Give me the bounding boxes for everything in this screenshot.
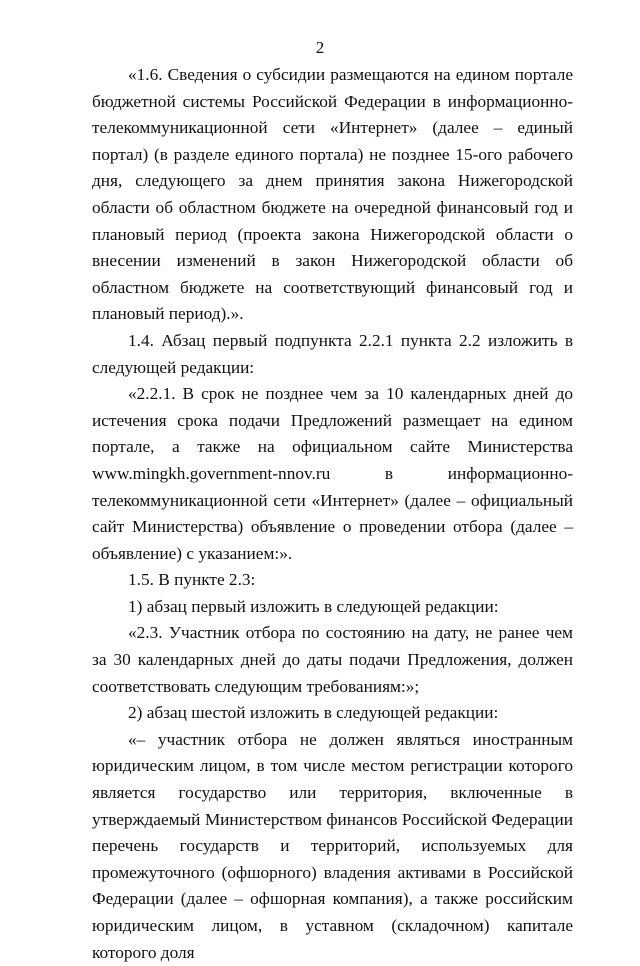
paragraph-1-5: 1.5. В пункте 2.3: — [128, 570, 256, 590]
paragraph-offshore-requirement: «– участник отбора не должен являться иностранным юридическим лицом, в том числе местом регистрации которого является государство или территория, включенные в утверждаемый Министерством финансов Российской Федерации перечень государств и территорий, используемых для промежуточного (офшорного) владения активами в Российской Федерации (далее – офшорная компания), а также российским юридическим лицом, в уставном (складочном) капитале которого доля — [92, 729, 573, 962]
paragraph-2-3: «2.3. Участник отбора по состоянию на дату, не ранее чем за 30 календарных дней до даты подачи Предложения, должен соответствовать следующим требованиям:»; — [92, 623, 573, 696]
paragraph-2-2-1: «2.2.1. В срок не позднее чем за 10 календарных дней до истечения срока подачи Предложений размещает на едином портале, а также на официальном сайте Министерства www.mingkh.government-nnov.ru в информационно-телекоммуникационной сети «Интернет» (далее – официальный сайт Министерства) объявление о проведении отбора (далее – объявление) с указанием:». — [92, 384, 573, 563]
paragraph-subitem-1: 1) абзац первый изложить в следующей редакции: — [128, 596, 499, 616]
paragraph-1-6: «1.6. Сведения о субсидии размещаются на едином портале бюджетной системы Российской Федерации в информационно-телекоммуникационной сети «Интернет» (далее – единый портал) (в разделе единого портала) не позднее 15-ого рабочего дня, следующего за днем принятия закона Нижегородской области об областном бюджете на очередной финансовый год и плановый период (проекта закона Нижегородской области о внесении изменений в закон Нижегородской области об областном бюджете на соответствующий финансовый год и плановый период).». — [92, 65, 573, 324]
document-body — [92, 62, 573, 966]
paragraph-subitem-2: 2) абзац шестой изложить в следующей редакции: — [128, 703, 499, 723]
page-number: 2 — [315, 38, 325, 57]
paragraph-1-4: 1.4. Абзац первый подпункта 2.2.1 пункта 2.2 изложить в следующей редакции: — [92, 330, 573, 377]
